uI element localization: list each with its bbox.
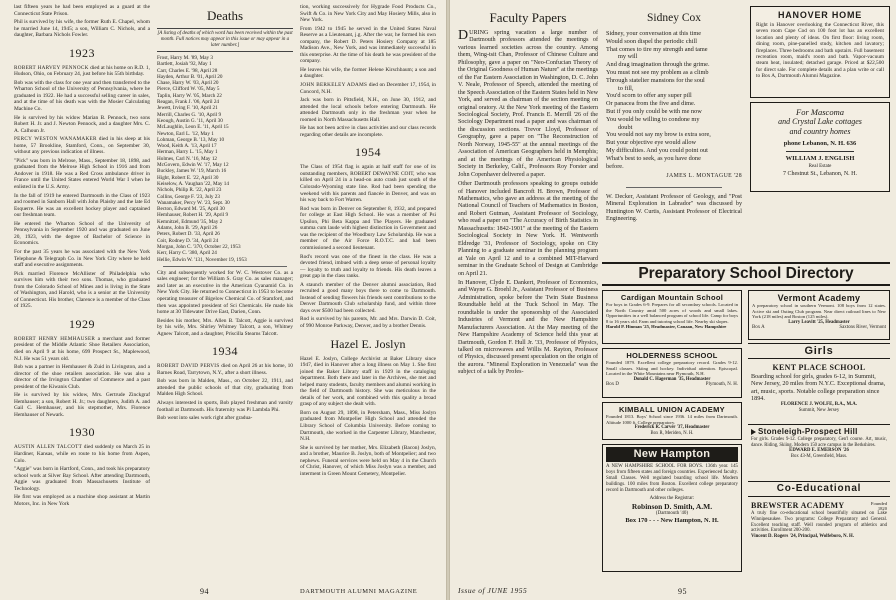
school-text: Founded 1813. Boys' School since 1936. 14 miles from Dartmouth. Altitude 1000 ft. College preparatory. [606, 414, 738, 425]
paragraph: Rod was born in Denver on September 8, 1932, and prepared for college at East High School. He was a member of Psi Upsilon, Phi Beta Kappa and The Players. He graduated summa cum laude with highest distinction in Government and was the recipient of the Woodbury Law Scholarship. He was a member of the Air Force R.O.T.C. and had been commissioned a second lieutenant. [300, 205, 436, 251]
paragraph: "Pick" was born in Melrose, Mass., September 18, 1898, and graduated from the Melrose High School in 1916 and from Andover in 1918. He was a Red Cross ambulance driver in France until the United States entered World War I when he enlisted in the U.S. Army. [14, 157, 150, 191]
paragraph: Hazel E. Joslyn, College Archivist at Baker Library since 1947, died in Hanover after a long illness on May 1. She first joined the Baker Library staff in 1929 in the cataloging department. Both there and later in the Archives, she met and helped many students, faculty members and alumni working in the field of Dartmouth history. She was meticulous in the details of her work, and combined with this quality a broad grasp of any subject she dealt with. [300, 355, 436, 408]
deaths-note: [A listing of deaths of which word has been received within the past month. Full notices may appear in this issue or may appear in a later number.] [157, 28, 293, 52]
death-entry: Peters, Robert D. '33, April 26 [157, 231, 220, 238]
school-text: A truly fine co-educational school beautifully situated on Lake Winnipesaukee. Two programs: College Preparatory and General. Excellent teaching staff. Well rounded program of athletics and activities. Enrollment 200-200. [751, 511, 887, 534]
death-entry: Hayden, Arthur B. '01, April 20 [157, 73, 223, 80]
death-entry: Nichols, Philip R. '22, April 23 [157, 187, 222, 194]
school-box: Box 170 - - - New Hampton, N. H. [625, 516, 719, 524]
school-cardigan [602, 290, 742, 344]
death-entry: Frost, Harry M. '89, May 3 [157, 55, 213, 61]
paragraph: Always interested in sports, Bob played freshman and varsity football at Dartmouth. His fraternity was Pi Lambda Phi. [157, 400, 293, 413]
paragraph: He first was employed as a machine shop assistant at Martin Motors, Inc. in New York [14, 494, 150, 507]
school-contact: Vincent D. Rogers '24, Principal, Wolfeboro, N. H. [751, 534, 854, 540]
school-name: HOLDERNESS SCHOOL [626, 351, 718, 360]
deaths-title: Deaths [206, 8, 244, 23]
school-name: KIMBALL UNION ACADEMY [619, 405, 725, 414]
school-contact: Frederick R. Carver '37, Headmaster [634, 425, 710, 430]
poem-line: to fill, [618, 84, 634, 92]
paragraph: Rod is survived by his parents, Mr. and Mrs. Darwin D. Coit, of 990 Monroe Parkway, Denver, and by a brother Dennis. [300, 316, 436, 329]
deaths-list [157, 55, 293, 263]
poem-line: You would not say my brow is extra sore, [606, 131, 711, 139]
death-entry: Keiselow, A. Vaughan '22, May 14 [157, 180, 229, 187]
ad-title: HANOVER HOME [777, 10, 863, 20]
paragraph: She is survived by her mother, Mrs. Elizabeth (Bacon) Joslyn, and a brother, Maurice B. Joslyn, both of Montpelier; and two nephews. Funeral services were held on May 4 in the Church of Christ, Hanover, of which Miss Joslyn was a member, and interment in Green Mount Cemetery, Montpelier. [300, 444, 436, 477]
ad-line: and Crystal Lake cottages [778, 117, 862, 126]
paragraph: URING spring vacation a large number of Dartmouth professors attended the meetings of various learned societies across the country. Among them, Wing-tsit Chan, Professor of Chinese Culture and Philosophy, gave a paper on "Neo-Confucian Theory of the Original Goodness of Human Nature" at the meetings of the Far Eastern Association in Washington, D. C. John V. Neale, Professor of Speech, attended the meeting of the Speech Association of the Eastern States held in New York, and served as chairman of the section meeting on original oratory. At the New York meeting of the Eastern Sociological Society, Prof. Francis E. Merrill '26 of the Sociology Department read a paper and was chairman of the discussion sections. Trevor Lloyd, Professor of Geography, gave a paper on "The Reconstruction of North Norway, 1945-55" at the annual meetings of the Association of American Geographers held in Memphis; and at the meetings of the American Physiological Society in Berkeley, Calif., Professors Roy Forster and John Copenhaver delivered a paper. [458, 30, 598, 178]
school-contact: Donald C. Hagerman '35, Headmaster [633, 376, 711, 382]
paragraph: He leaves his wife, the former Helene Kirschbaum; a son and a daughter. [300, 66, 436, 80]
paragraph: Phil is survived by his wife, the former Ruth E. Chapel, whom he married June 14, 1945; a son, William C. Nichols, and a daughter, Barbara Nichols Fowler. [14, 19, 150, 39]
paragraph: died on April 26 at his home, 10 Barnes Road, Tarrytown, N.Y., after a short illness. [157, 363, 293, 376]
poem-line: And drag imagination through the grime. [606, 61, 710, 69]
school-box: Box A [752, 325, 765, 331]
school-name-row [751, 427, 887, 437]
paragraph: a merchant and former president of the Middle Atlantic Shoe Retailers Association, died on April 9 at his home, 699 Prospect St., Maplewood, N.J. He was 51 years old. [14, 335, 150, 362]
death-entry: Merrill, Charles G. '10, April 9 [157, 111, 222, 118]
poem-signature: JAMES L. MONTAGUE '28 [666, 173, 742, 180]
poem-line: What's best to seek, as you have done [606, 154, 701, 162]
poem-line: My difficulties. And you could point out [606, 146, 708, 154]
death-entry: Buckley, James W. '19, March 16 [157, 168, 227, 175]
death-entry: Herman, Harry L. '15, May 1 [157, 149, 218, 156]
poem-line: Or panacea from the five and dime. [606, 100, 696, 108]
death-entry: Jewett, Irving F. '10, April 21 [157, 105, 218, 112]
paragraph: Other Dartmouth professors speaking to groups outside of Hanover included Bancroft H. Brown, Professor of Mathematics, who gave an address at the meeting of the National Council of Teachers of Mathematics in Boston, and Robert Gutman, Assistant Professor of Sociology, who read a paper on "The Accuracy of Birth Statistics in Massachusetts: 1842-1901" at the meeting of the Eastern Sociological Society in New York. H. Wentworth Eldredge '31, Professor of Sociology, spoke on City Planning to a graduate seminar in the planning program at Yale on April 12 and to a combined MIT-Harvard seminar in the Graduate School of Design at Cambridge on April 21. [458, 181, 598, 277]
class-heading-1930: 1930 [69, 425, 95, 440]
death-entry: McGovern, Edwin W. '17, May 12 [157, 162, 229, 169]
right-page [450, 0, 896, 600]
school-text: A preparatory school in southern Vermont. 108 boys from 12 states. Active ski and Outing Club program. Near direct railroad lines to New York (218 miles) and Boston (125 miles). [752, 303, 886, 319]
mascoma-ad [750, 102, 890, 192]
poem-line: You'd scorn to offer any super pill [606, 92, 692, 100]
school-address-label: Address the Registrar: [649, 496, 695, 501]
death-entry: Holmes, Carl N. '16, May 12 [157, 155, 218, 162]
school-contact-class: (Dartmouth '40) [655, 510, 689, 516]
death-entry: Bartlett, Josiah '92, May 1 [157, 61, 212, 68]
girls-heading: Girls [748, 343, 890, 359]
ad-name: WILLIAM J. ENGLISH [785, 155, 855, 162]
obituary-name: PERCY WESTON WANAMAKER [14, 136, 97, 143]
school-text: Founded 1879. Excellent college preparatory record. Grades 9-12. Small classes. Skiing and hockey. Individual attention. Episcopal. Located in the White Mountains near Plymouth, N.H. [606, 360, 738, 376]
issue-line: Issue of JUNE 1955 [458, 586, 528, 595]
paragraph: Bob went into sales work right after gradua- [157, 415, 253, 422]
death-entry: Chase, Harry W. '03, April 20 [157, 80, 219, 87]
class-heading-1929: 1929 [69, 316, 95, 331]
paragraph: Born on August 29, 1898, in Petersham, Mass., Miss Joslyn graduated from Montpelier High School and attended the Library School of Columbia University. Before coming to Dartmouth, she worked in the Carpenter Library, Manchester, N.H. [300, 409, 436, 443]
poem-line: You would be willing to condone my [606, 115, 700, 123]
ad-line: For Mascoma [796, 107, 844, 117]
school-founded: Founded 1820 [870, 501, 887, 511]
death-entry: Taplin, Harry W. '05, March 22 [157, 92, 222, 99]
death-entry: Wood, Keith A. '13, April 17 [157, 143, 217, 150]
death-entry: Carr, Charles E. '98, April 28 [157, 67, 218, 74]
death-entry: Newton, Earl L. '12, May 1 [157, 130, 214, 137]
divider [626, 187, 722, 188]
joslyn-title: Hazel E. Joslyn [330, 336, 406, 351]
coed-heading: Co-Educational [748, 481, 890, 497]
page-number-left: 94 [200, 587, 209, 596]
left-page [0, 0, 446, 600]
poem-line: Through statelier mansions for the soul [606, 76, 705, 84]
death-entry: Keough, Austin G. '11, April 30 [157, 117, 223, 124]
paragraph: He entered the Wharton School of the University of Pennsylvania in September 1920 and was graduated on June 20, 1923, with the degree of Bachelor of Science in Economics. [14, 220, 150, 247]
sidney-cox-title: Sidney Cox [647, 12, 701, 24]
paragraph: Jack was born in Pittsfield, N.H., on June 30, 1912, and attended the local schools before entering Dartmouth. He attended Dartmouth only in the freshman year when he roomed in North Massachusetts Hall. [300, 97, 436, 123]
divider [163, 266, 287, 267]
paragraph: W. Decker, Assistant Professor of Geology, and "Post Mineral Exploration in Labrador" was discussed by Huntington W. Curtis, Assistant Professor of Electrical Engineering. [606, 193, 742, 223]
poem-line: my will [618, 53, 638, 61]
paragraph: "Aggie" was born in Hartford, Conn., and took his preparatory school work at Silver Bay School. After attending Dartmouth, Aggie was graduated from Massachusetts Institute of Technology. [14, 466, 150, 492]
obituary-name: ROBERT HENRY HEMHAUSER [14, 335, 96, 342]
death-entry: Hight, Robert E. '22, April 30 [157, 174, 219, 181]
ad-address: 7 Chestnut St., Lebanon, N. H. [783, 171, 857, 177]
school-text: A NEW HAMPSHIRE SCHOOL FOR BOYS. 136th year. 145 boys from fifteen states and foreign countries. Experienced faculty. Small Classes. Well regulated boarding school life. Modern buildings. 100 miles from Boston. Excellent college preparatory record in Dartmouth and other colleges. [606, 464, 738, 493]
paragraph: Rod's record was one of the finest in the class. He was a devoted friend, imbued with a deep sense of personal loyalty — loyalty to truth and loyalty to friends. His death leaves a great gap in the class ranks. [300, 253, 436, 280]
school-name: New Hampton [606, 447, 738, 462]
paragraph: The Class of 1954 flag is again at half staff for one of its outstanding members, ROBERT DEWAYNE COIT, who was killed on April 24 in a head-on auto crash just south of the Colorado-Wyoming state line. Rod had been spending the weekend with his parents and fiancée in Denver, and was on his way back to Fort Warren. [300, 164, 436, 204]
obituary-name: AUSTIN ALLEN TALCOTT [14, 444, 83, 451]
poem-line: Sidney, your conversation at this time [606, 30, 702, 37]
school-box: Box 43-M, Greenfield, Mass. [790, 454, 848, 460]
school-text: For girls. Grades 9-12. College preparatory, Gen'l course. Art, music, dance. Riding, Skiing. Modern 150 acre campus in the Berkshires. [751, 437, 887, 448]
ad-line: and country homes [789, 127, 851, 136]
ad-role: Real Estate [808, 164, 832, 169]
paragraph: From 1942 to 1945 he served in the United States Naval Reserve as a Lieutenant, j.g. After the war, he formed his own company, the Robert D. Peters Hosiery Company at 185 Madison Ave., New York, and was immediately successful in this enterprise. At the time of his death he was president of the company. [300, 25, 436, 65]
school-address-row [752, 325, 886, 331]
school-place: Plymouth, N. H. [705, 382, 738, 388]
paragraph: In the fall of 1919 he entered Dartmouth in the Class of 1923 and roomed in Sanborn Hall with John Plaisby and the late Ed Esquerre. He was an excellent hockey player and captained our freshman team. [14, 192, 150, 219]
death-entry: Adams, John B. '29, April 26 [157, 225, 218, 232]
school-place: Summit, New Jersey [798, 408, 840, 414]
arrow-icon [751, 429, 756, 435]
class-heading-1954: 1954 [355, 145, 381, 160]
page-number-right: 95 [678, 587, 687, 596]
school-name: BREWSTER ACADEMY [751, 501, 845, 510]
death-entry: Lohman, George B. '13, May 10 [157, 136, 225, 143]
obituary-name: ROBERT HARVEY PENNOCK [14, 64, 89, 71]
left-column-3 [300, 4, 436, 572]
death-entry: Kerr, Harry C. '380, April 24 [157, 250, 217, 257]
paragraph: He is survived by his widow Marian B. Pennock, two sons Robert H. Jr. and J. Newton Pennock, and a daughter Mrs. C. A. Calhoun Jr. [14, 114, 150, 134]
obituary-name: ROBERT DAVID PERVIS [157, 363, 220, 370]
paragraph: For the past 35 years he was associated with the New York Telephone & Telegraph Co. in New York City where he held staff and executive assignments. [14, 248, 150, 269]
school-box: Box D [606, 382, 619, 388]
school-contact: EDWARD E. EMERSON '26 [789, 448, 849, 454]
paragraph: City and subsequently worked for W. C. Westover Co. as a sales engineer; for the William S. Gray Co. as sales manager; and later as an executive in the American Cyanamid Co. in New York City. He returned to Connecticut in 1953 to become operating treasurer of Bigelow Chemical Co. of Stamford, and then was appointed president of Sci Chemicals. He made his home at 30 Tidewater Drive East, Darien, Conn. [157, 269, 293, 316]
paragraph: Bob was a partner in Hemhauser & Zuid in Livingston, and a director of the shoe retailers association. He was also a director of the Irvington Chamber of Commerce and a past president of the Kiwanis Club. [14, 364, 150, 390]
paragraph: In Hanover, Clyde E. Dankert, Professor of Economics, and Wayne G. Broehl Jr., Assistant Professor of Business Administration, spoke before the Twin State Business Roundtable held at the Tuck School in May. The roundtable is under the sponsorship of the Associated Industries of Vermont and the New Hampshire Manufacturers Association. At the May meeting of the New Hampshire Academy of Science held this year at Dartmouth, Gordon F. Hull Jr. '33, Professor of Physics, talked on microwaves and Willis M. Rayton, Professor of Physics, discussed present speculation on the origin of the aurora. "Mineral Exploration in Venezuela" was the subject of a talk by Profes- [458, 279, 598, 376]
school-name: Cardigan Mountain School [620, 293, 724, 302]
divider [786, 151, 854, 152]
school-new-hampton [602, 444, 742, 572]
poem-line: But your objective eye would allow [606, 139, 697, 147]
poem-line: You must not see my problem as a climb [606, 68, 709, 76]
left-column-1 [14, 4, 150, 572]
directory-title: Preparatory School Directory [602, 262, 890, 286]
poem [606, 30, 742, 170]
paragraph: He is survived by his widow, Mrs. Gertrude Zinckgraf Hemhauser; a son, Robert H. Jr.; two daughters, Judith A. and Gail C. Hemhauser, and his stepmother, Mrs. Florence Hemhauser of Newark. [14, 392, 150, 418]
death-entry: Coit, Rodney D. '34, April 24 [157, 237, 219, 244]
poem-line: But if you only could be with me now [606, 107, 702, 115]
obituary-name: JOHN BERKELEY ADAMS [300, 82, 368, 89]
paragraph: Bob was born in Malden, Mass., on October 22, 1911, and attended the public schools of that city, graduating from Malden High School. [157, 378, 293, 398]
death-entry: Collins, George F. '23, July 23 [157, 193, 220, 200]
paragraph: died at his home on R.D. 1, Hudson, Ohio, on February 24, just before his 55th birthday. [14, 64, 150, 78]
left-column-2 [157, 4, 293, 572]
paragraph: tion, working successively for Hygrade Food Products Co., Swift & Co. in New York City and May Hosiery Mills, also in New York. [300, 4, 436, 24]
school-contact: Harold P. Hinman '25, Headmaster, Canaan, New Hampshire [606, 324, 727, 329]
death-entry: Morgan, John C. '370, October 22, 1953 [157, 243, 241, 250]
faculty-papers-title: Faculty Papers [489, 10, 567, 25]
paragraph: Bob was with the class for one year and then transferred to the Wharton School of the University of Pennsylvania, where he graduated in 1922. He had a successful selling career in sales, and at the time of his death was with the Mosier Calculating Machine Co. [14, 79, 150, 113]
ad-phone: phone Lebanon, N. H. 636 [783, 140, 857, 147]
paragraph: He has not been active in class activities and our class records regarding other details are incomplete. [300, 125, 436, 138]
school-kimball [602, 402, 742, 440]
death-entry: Hemhauser, Robert H. '29, April 9 [157, 212, 229, 219]
paragraph: died on December 17, 1954, in Concord, N.H. [300, 82, 436, 95]
school-brewster [748, 499, 890, 573]
poem-line: doubt [618, 123, 633, 131]
school-name: KENT PLACE SCHOOL [772, 363, 866, 372]
ad-text: Right in Hanover overlooking the Connecticut River, this seven room Cape Cod on 100 foot lot has an excellent location and plenty of ideas. On first floor: living room, dining room, pine-panelled study, kitchen and lavatory; fireplaces. Three bedrooms and bath upstairs. Full basement recreation room, maid's room and bath. Vapor-vacuum steam heat, insulated; detached garage. Priced at $22,500 for direct sale. For complete details and a plan write or call to Box A, Dartmouth Alumni Magazine. [756, 22, 884, 80]
school-box: Box R, Meriden, N. H. [650, 430, 694, 436]
school-contact: FLORENCE J. WOLFE, B.A., M.A. [780, 402, 858, 408]
school-name: Vermont Academy [777, 293, 861, 303]
hanover-home-ad [750, 6, 890, 98]
poem-line: before. [606, 162, 624, 170]
school-vermont [748, 290, 890, 340]
faculty-papers-column [458, 6, 598, 574]
death-entry: Kemnitzel, Edmund '35, May 2 [157, 218, 223, 225]
paragraph: died suddenly on March 25 in Hardiner, Kansas, while en route to his home from Aspen, Colo. [14, 444, 150, 464]
school-stoneleigh [748, 424, 890, 478]
school-contact: Larry Leavitt '25, Headmaster [788, 319, 850, 325]
magazine-footer: DARTMOUTH ALUMNI MAGAZINE [300, 588, 418, 595]
school-holderness [602, 348, 742, 398]
death-entry: Pierce, Clifford W. '05, May 5 [157, 86, 220, 93]
school-text: Boarding school for girls, grades 6-12, in Summit, New Jersey, 20 miles from N.Y.C. Exceptional drama, art, music, sports. Notable college preparation since 1894. [751, 373, 886, 402]
school-text: For boys in Grades 6-9. Prepares for all secondary schools. Located in the North Country amid 500 acres of woods and small lakes. Opportunities in a well balanced program of school life. Camp for boys 8 to 16 years old. Farm and tutoring school life. Nearby ski slopes. [606, 302, 738, 324]
death-entry: Becton, Edward M. '25, April 30 [157, 206, 225, 213]
school-name: Stoneleigh-Prospect Hill [758, 427, 858, 436]
school-kent-place [748, 361, 890, 421]
class-heading-1923: 1923 [69, 45, 95, 60]
school-contact: Robinson D. Smith, A.M. [631, 501, 713, 511]
paragraph: last fifteen years he had been employed as a guard at the Connecticut State Prison. [14, 4, 150, 17]
poem-line: That comes to tire my strength and tame [606, 45, 708, 53]
school-address-row [606, 382, 738, 388]
paragraph: A staunch member of the Denver alumni association, Rod recruited a good many boys there to come to Dartmouth. Instead of sending flowers his friends sent contributions to the Denver Dartmouth Club scholarship fund, and within three days over $500 had been collected. [300, 281, 436, 314]
paragraph: Pick married Florence McAllister of Philadelphia who survives him with their two sons. Thomas, who graduated from the Colorado School of Mines and is living in the State of Washington, and Harold, who is a senior at the University of Connecticut. His brother, Clarence is a member of the Class of 1925. [14, 270, 150, 310]
school-place: Saxtons River, Vermont [839, 325, 886, 331]
class-heading-1934: 1934 [212, 344, 238, 359]
poem-line: Would soon dispel the periodic chill [606, 37, 697, 45]
death-entry: McLaughlin, Leon E. '11, April 15 [157, 124, 229, 131]
death-entry: Wanamaker, Percy W. '23, Sept. 30 [157, 199, 230, 206]
death-entry: Hellie, Edwin W. '131, November 19, 1953 [157, 256, 247, 263]
paragraph: died in his sleep at his home, 57 Brookline, Stamford, Conn., on September 30, without any previous indication of illness. [14, 136, 150, 156]
school-name-row [751, 501, 887, 511]
death-entry: Reagan, Frank J. '06, April 24 [157, 99, 220, 106]
paragraph: Besides his mother, Mrs. Allen B. Talcott, Aggie is survived by his wife, Mrs. Shirley Whitney Talcott, a son, Whitney Agnew Talcott, and a daughter, Priscilla Stearns Talcott. [157, 317, 293, 337]
drop-cap: D [458, 28, 469, 43]
